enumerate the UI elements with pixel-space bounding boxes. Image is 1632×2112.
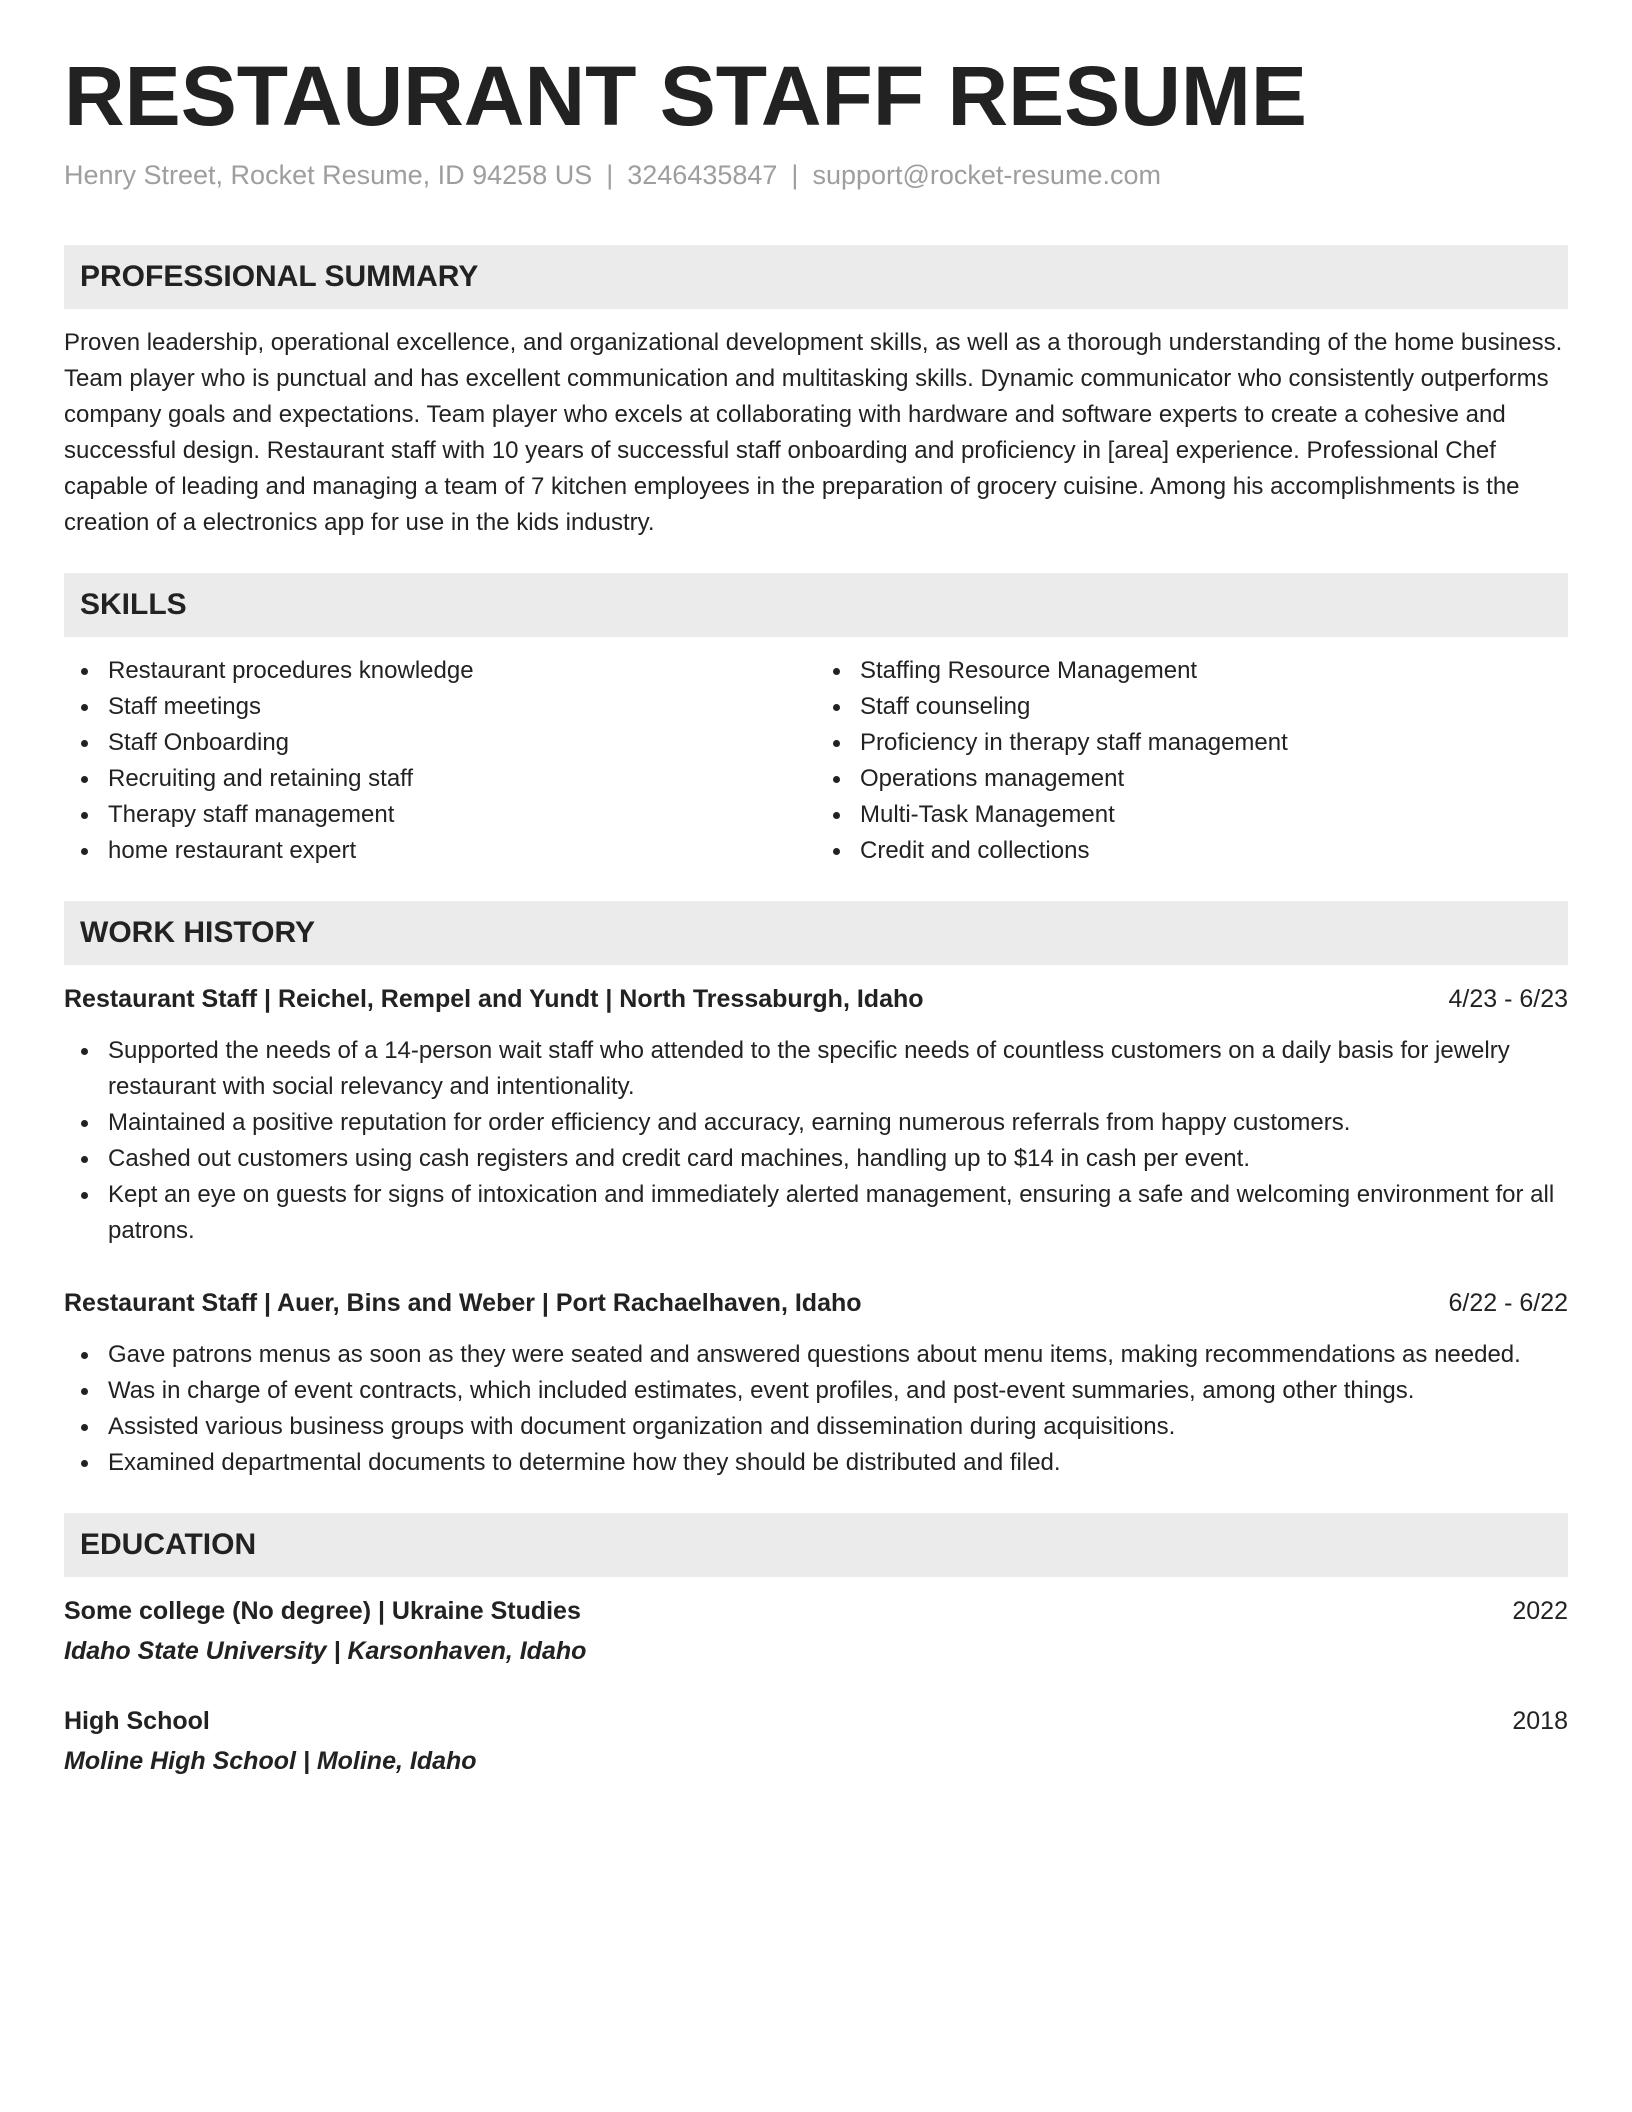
skill-item: Restaurant procedures knowledge (108, 653, 816, 689)
education-degree: Some college (No degree) | Ukraine Studies (64, 1597, 581, 1626)
job-bullet: Assisted various business groups with document organization and dissemination during acquisitions. (108, 1409, 1568, 1445)
skill-item: Proficiency in therapy staff management (860, 725, 1568, 761)
skill-item: Staffing Resource Management (860, 653, 1568, 689)
skill-item: Recruiting and retaining staff (108, 761, 816, 797)
job-bullet: Supported the needs of a 14-person wait staff who attended to the specific needs of countless customers on a daily basis for jewelry restaurant with social relevancy and intentionality. (108, 1033, 1568, 1105)
job-dates: 6/22 - 6/22 (1448, 1289, 1568, 1318)
education-school: Moline High School | Moline, Idaho (64, 1747, 477, 1776)
education-entry-header (64, 1593, 1568, 1629)
job-bullet: Examined departmental documents to determine how they should be distributed and filed. (108, 1445, 1568, 1481)
job-dates: 4/23 - 6/23 (1448, 985, 1568, 1014)
job-bullets (64, 1033, 1568, 1249)
skill-item: Multi-Task Management (860, 797, 1568, 833)
education-entry-header (64, 1703, 1568, 1739)
education-entry (64, 1593, 1568, 1669)
education-year: 2018 (1512, 1707, 1568, 1736)
skill-item: Staff counseling (860, 689, 1568, 725)
contact-separator: | (791, 160, 799, 191)
job-bullet: Gave patrons menus as soon as they were seated and answered questions about menu items, making recommendations as needed. (108, 1337, 1568, 1373)
job-bullets (64, 1337, 1568, 1481)
job-bullet: Maintained a positive reputation for order efficiency and accuracy, earning numerous referrals from happy customers. (108, 1105, 1568, 1141)
skill-item: Staff Onboarding (108, 725, 816, 761)
skill-item: home restaurant expert (108, 833, 816, 869)
summary-text: Proven leadership, operational excellence, and organizational development skills, as well as a thorough understanding of the home business. Team player who is punctual and has excellent communication and multitasking skills. Dynamic communicator who consistently outperforms company goals and expectations. Team player who excels at collaborating with hardware and software experts to create a cohesive and successful design. Restaurant staff with 10 years of successful staff onboarding and proficiency in [area] experience. Professional Chef capable of leading and managing a team of 7 kitchen employees in the preparation of grocery cuisine. Among his accomplishments is the creation of a electronics app for use in the kids industry. (64, 329, 1563, 537)
work-entry (64, 981, 1568, 1249)
education-entry (64, 1703, 1568, 1779)
work-entry-header (64, 981, 1568, 1017)
education-year: 2022 (1512, 1597, 1568, 1626)
contact-address: Henry Street, Rocket Resume, ID 94258 US (64, 160, 593, 191)
job-bullet: Was in charge of event contracts, which included estimates, event profiles, and post-event summaries, among other things. (108, 1373, 1568, 1409)
work-entry-header (64, 1285, 1568, 1321)
job-title: Restaurant Staff | Reichel, Rempel and Yundt | North Tressaburgh, Idaho (64, 985, 924, 1014)
skills-column-right (816, 653, 1568, 869)
job-bullet: Kept an eye on guests for signs of intoxication and immediately alerted management, ensuring a safe and welcoming environment for all patrons. (108, 1177, 1568, 1249)
contact-phone: 3246435847 (627, 160, 778, 191)
skill-item: Operations management (860, 761, 1568, 797)
section-header-summary: PROFESSIONAL SUMMARY (64, 245, 1568, 309)
skill-item: Staff meetings (108, 689, 816, 725)
section-header-skills: SKILLS (64, 573, 1568, 637)
contact-separator: | (606, 160, 614, 191)
job-title: Restaurant Staff | Auer, Bins and Weber | Port Rachaelhaven, Idaho (64, 1289, 862, 1318)
skills-column-left (64, 653, 816, 869)
skill-item: Credit and collections (860, 833, 1568, 869)
education-school: Idaho State University | Karsonhaven, Idaho (64, 1637, 587, 1666)
section-header-work-history: WORK HISTORY (64, 901, 1568, 965)
contact-email: support@rocket-resume.com (812, 160, 1161, 191)
work-entry (64, 1285, 1568, 1481)
skills-grid (64, 653, 1568, 869)
job-bullet: Cashed out customers using cash registers and credit card machines, handling up to $14 in cash per event. (108, 1141, 1568, 1177)
resume-title: RESTAURANT STAFF RESUME (64, 49, 1307, 143)
skill-item: Therapy staff management (108, 797, 816, 833)
contact-line (64, 158, 1568, 193)
section-header-education: EDUCATION (64, 1513, 1568, 1577)
education-degree: High School (64, 1707, 210, 1736)
